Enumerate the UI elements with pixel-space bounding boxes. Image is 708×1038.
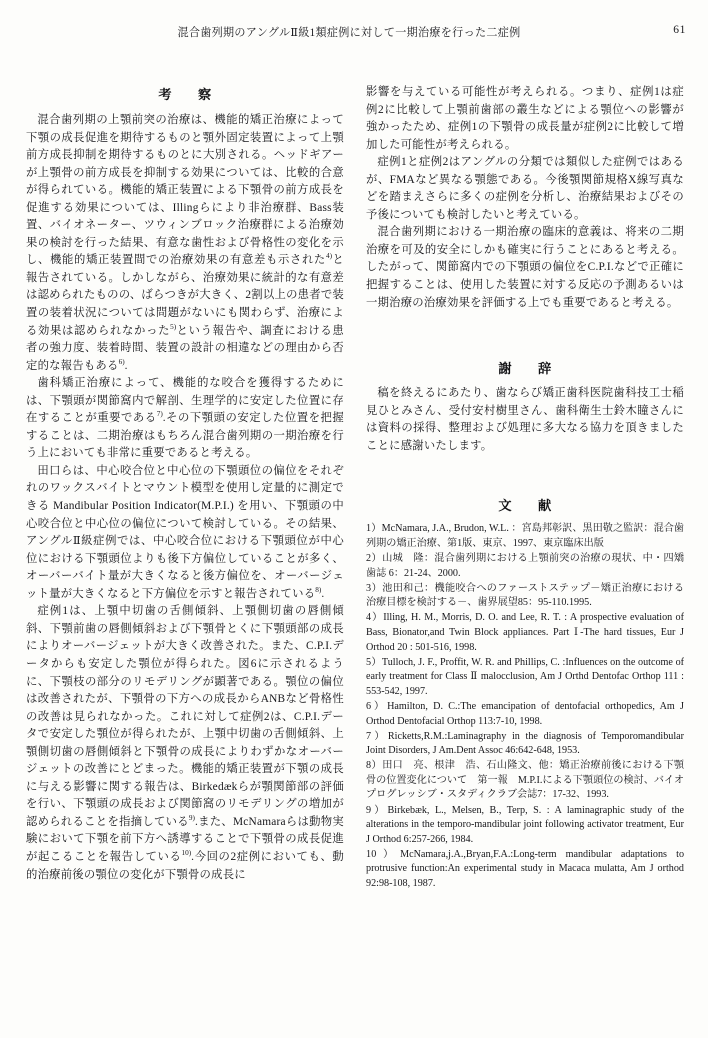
reference-text: 池田和己：機能咬合へのファーストステップ－矯正治療における治療目標を検討する－、歯界展望85：95-110.1995. <box>366 582 685 609</box>
reference-mark: 8) <box>315 585 322 594</box>
reference-number: 10） <box>366 848 401 860</box>
page-number: 61 <box>673 24 686 36</box>
paragraph-text: 田口らは、中心咬合位と中心位の下顎頭位の偏位をそれぞれのワックスバイトとマウント模型を使用し定量的に測定できる Mandibular Position Indicator(M.P.I.) を用い、下顎頭の中心咬合位と中心位の偏位について検討している。その結果、アングルⅡ級症例では、中心咬合位における下顎頭位が中心位における下顎頭位よりも後下方偏位していることが多く、オーバーバイト量が大きくなると後方偏位を、オーバージェット量が大きくなると下方偏位を示すと報告されている <box>26 464 344 600</box>
reference-number: 4） <box>366 612 384 624</box>
running-head <box>30 24 684 42</box>
reference-mark: 10) <box>181 849 192 858</box>
reference-number: 1） <box>366 523 382 535</box>
discussion-heading <box>26 84 344 103</box>
reference-number: 8） <box>366 760 383 772</box>
reference-text: Tulloch, J. F., Proffit, W. R. and Phillips, C. :Influences on the outcome of early treatment for Class Ⅱ malocclusion, Am J Orthd Dentofac Orthop 111 : 553-542, 1997. <box>366 656 685 697</box>
references-heading <box>366 495 684 514</box>
references-heading-char-1: 文 <box>498 498 512 514</box>
acknowledgment-paragraph: 稿を終えるにあたり、歯ならび矯正歯科医院歯科技工士稲見ひとみさん、受付安村樹里さん、歯科衛生士鈴木瞳さんには資料の採得、整理および処理に多大なる協力を頂きましたことに感謝いたします。 <box>366 387 684 452</box>
paragraph-text-cont: その下顎頭の安定した位置を把握することは、二期治療はもちろん混合歯列期の一期治療を行う上においても非常に重要であると考える。 <box>26 412 345 460</box>
reference-item <box>366 656 684 700</box>
reference-item <box>366 730 684 759</box>
reference-text: 山城 隆：混合歯列期における上顎前突の治療の現状、中・四矯歯誌 6：21-24、2000. <box>366 552 685 579</box>
reference-item <box>366 582 684 611</box>
reference-number: 3） <box>366 582 383 594</box>
reference-number: 5） <box>366 656 382 668</box>
left-column <box>26 84 344 1024</box>
reference-list <box>366 522 684 891</box>
reference-mark: 4) <box>325 252 332 261</box>
paragraph-text-cont: という報告や、調査における患者の強力度、装着時間、装置の設計の相違などの理由から否定的な報告もある <box>26 324 344 372</box>
reference-item <box>366 848 684 892</box>
paragraph: 歯科矯正治療によって、機能的な咬合を獲得するためには、下顎頭が関節窩内で解剖、生理学的に安定した位置に存在することが重要である$^{7)}$.その下顎頭の安定した位置を把握することは、二期治療はもちろん混合歯列期の一期治療を行う上においても非常に重要であると考える。 <box>26 377 345 460</box>
acknowledgment-heading <box>366 358 684 377</box>
paragraph-text: 混合歯列期の上顎前突の治療は、機能的矯正治療によって下顎の成長促進を期待するものと顎外固定装置によって上顎前方成長抑制を期待するものとに大別される。ヘッドギアーが上顎骨の前方成長を抑制する効果については、比較的合意が得られている。機能的矯正装置による下顎骨の前方成長を促進する効果については、Illingらにより非治療群、Bass装置、バイオネーター、ツウィンブロック治療群による治療効果の検討を行った結果、有意な歯性および骨格性の変化を示し、機能的矯正装置間での治療効果の有意差も示された <box>26 114 344 267</box>
reference-text: Ricketts,R.M.:Laminagraphy in the diagnosis of Temporomandibular Joint Disorders, J Am.Dent Assoc 46:642-648, 1953. <box>366 730 684 757</box>
paragraph: 混合歯列期における一期治療の臨床的意義は、将来の二期治療を可及的安全にしかも確実に行うことにあると考える。したがって、関節窩内での下顎頭の偏位をC.P.I.などで正確に把握することは、使用した装置に対する反応の予測あるいは一期治療の治療効果を評価する上でも重要であると考える。 <box>366 226 684 309</box>
acknowledgment-heading-char-1: 謝 <box>498 361 512 377</box>
paragraph: 症例1と症例2はアングルの分類では類似した症例ではあるが、FMAなど異なる顎態である。今後顎関節規格X線写真などを踏まえさらに多くの症例を分析し、治療結果およびその予後についても検討したいと考えている。 <box>366 156 684 221</box>
paragraph-text-cont: と報告されている。しかしながら、治療効果に統計的な有意差は認められたものの、ばらつきが大きく、2割以上の患者で装置の装着状況については問題がないにも関わらず、治療による効果は認められなかった <box>26 254 344 337</box>
paragraph-text-cont: 今回の2症例においても、動的治療前後の顎位の変化が下顎骨の成長に <box>26 850 345 881</box>
right-column <box>366 84 684 1024</box>
reference-text: 田口 亮、根津 浩、石山隆文、他：矯正治療前後における下顎骨の位置変化について 第一報 M.P.I.による下顎頭位の検討、バイオプログレッシブ・スタディクラブ会誌7：17-32、1993. <box>366 760 685 801</box>
reference-item <box>366 804 684 848</box>
reference-mark: 9) <box>188 814 195 823</box>
reference-number: 2） <box>366 552 383 564</box>
acknowledgment-heading-char-2: 辞 <box>538 361 552 377</box>
reference-mark: 6) <box>118 357 125 366</box>
reference-text: McNamara,j.A.,Bryan,F.A.:Long-term mandibular adaptations to protrusive function:An experimental study in Macaca mulatta, Am J orthod 92:98-108, 1987. <box>366 848 685 890</box>
reference-number: 6） <box>366 700 388 712</box>
paragraph: 影響を与えている可能性が考えられる。つまり、症例1は症例2に比較して上顎前歯部の叢生などによる顎位への影響が強かったため、症例1の下顎骨の成長量が症例2に比較して増加した可能性が考えられる。 <box>366 86 684 151</box>
reference-text: Illing, H. M., Morris, D. O. and Lee, R. T. : A prospective evaluation of Bass, Bionator,and Twin Block appliances. Part Ⅰ-The hard tissues, Eur J Orthod 20 : 501-516, 1998. <box>366 612 684 653</box>
paragraph-text-cont: また、McNamaraらは動物実験において下顎を前下方へ誘導することで下顎骨の成長促進が起こることを報告している <box>26 815 344 863</box>
paragraph: 症例1は、上顎中切歯の舌側傾斜、上顎側切歯の唇側傾斜、下顎前歯の唇側傾斜および下顎骨とくに下顎頭部の成長によりオーバージェットが大きく改善された。また、C.P.I.データからも安定した顎位が得られた。図6に示されるように、下顎枝の部分のリモデリングが顕著である。顎位の偏位は改善されたが、下顎骨の下方への成長からANBなど骨格性の改善は見られなかった。これに対して症例2は、C.P.I.データで安定した顎位が得られたが、上顎中切歯の舌側傾斜、上顎側切歯の唇側傾斜と下顎骨の成長によりわずかなオーバージェットの改善にとどまった。機能的矯正装置が下顎の成長に与える影響に関する報告は、Birkedækらが顎関節部の評価を行い、下顎頭の成長および関節窩のリモデリングの増加が認められることを指摘している$^{9)}$.また、McNamaraらは動物実験において下顎を前下方へ誘導することで下顎骨の成長促進が起こることを報告している$^{10)}$.今回の2症例においても、動的治療前後の顎位の変化が下顎骨の成長に <box>26 605 345 881</box>
reference-item <box>366 611 684 655</box>
reference-number: 9） <box>366 804 388 816</box>
reference-item <box>366 759 684 803</box>
reference-text: Hamilton, D. C.:The emancipation of dentofacial orthopedics, Am J Orthod Dentofacial Orthop 113:7-10, 1998. <box>366 700 684 727</box>
reference-text: Birkebæk, L., Melsen, B., Terp, S. : A laminagraphic study of the alterations in the temporo-mandibular joint following activator treatment, Eur J Orthod 6:257-266, 1984. <box>366 804 684 845</box>
references-heading-char-2: 献 <box>538 498 552 514</box>
reference-mark: 7) <box>156 410 163 419</box>
paragraph: 混合歯列期の上顎前突の治療は、機能的矯正治療によって下顎の成長促進を期待するものと顎外固定装置によって上顎前方成長抑制を期待するものとに大別される。ヘッドギアーが上顎骨の前方成長を抑制する効果については、比較的合意が得られている。機能的矯正装置による下顎骨の前方成長を促進する効果については、Illingらにより非治療群、Bass装置、バイオネーター、ツウィンブロック治療群による治療効果の検討を行った結果、有意な歯性および骨格性の変化を示し、機能的矯正装置間での治療効果の有意差も示された$^{4)}$と報告されている。しかしながら、治療効果に統計的な有意差は認められたものの、ばらつきが大きく、2割以上の患者で装置の装着状況については問題がないにも関わらず、治療による効果は認められなかった$^{5)}$という報告や、調査における患者の強力度、装着時間、装置の設計の相違などの理由から否定的な報告もある$^{6)}$. <box>26 114 344 372</box>
reference-item <box>366 522 684 551</box>
reference-item <box>366 700 684 729</box>
paragraph-text: 症例1は、上顎中切歯の舌側傾斜、上顎側切歯の唇側傾斜、下顎前歯の唇側傾斜および下顎骨とくに下顎頭部の成長によりオーバージェットが大きく改善された。また、C.P.I.データからも安定した顎位が得られた。図6に示されるように、下顎枝の部分のリモデリングが顕著である。顎位の偏位は改善されたが、下顎骨の下方への成長からANBなど骨格性の改善は見られなかった。これに対して症例2は、C.P.I.データで安定した顎位が得られたが、上顎中切歯の舌側傾斜、上顎側切歯の唇側傾斜と下顎骨の成長によりわずかなオーバージェットの改善にとどまった。機能的矯正装置が下顎の成長に与える影響に関する報告は、Birkedækらが顎関節部の評価を行い、下顎頭の成長および関節窩のリモデリングの増加が認められることを指摘している <box>26 605 344 828</box>
paragraph: 田口らは、中心咬合位と中心位の下顎頭位の偏位をそれぞれのワックスバイトとマウント模型を使用し定量的に測定できる Mandibular Position Indicator(M.P.I.) を用い、下顎頭の中心咬合位と中心位の偏位について検討している。その結果、アングルⅡ級症例では、中心咬合位における下顎頭位が中心位における下顎頭位よりも後下方偏位していることが多く、オーバーバイト量が大きくなると後方偏位を、オーバージェット量が大きくなると下方偏位を示すと報告されている$^{8)}$. <box>26 464 344 600</box>
reference-item <box>366 552 684 581</box>
running-head-title: 混合歯列期のアングルⅡ級1類症例に対して一期治療を行った二症例 <box>177 27 521 39</box>
body-columns <box>0 84 708 1024</box>
reference-mark: 5) <box>170 322 177 331</box>
discussion-heading-char-1: 考 <box>158 87 172 102</box>
paragraph-text: 歯科矯正治療によって、機能的な咬合を獲得するためには、下顎頭が関節窩内で解剖、生理学的に安定した位置に存在することが重要である <box>26 377 344 425</box>
reference-number: 7） <box>366 730 388 742</box>
discussion-heading-char-2: 察 <box>198 87 212 102</box>
reference-text: McNamara, J.A., Brudon, W.L. ：宮島邦彰訳、黒田敬之監訳：混合歯列期の矯正治療、第1版、東京、1997、東京臨床出版 <box>366 523 684 549</box>
